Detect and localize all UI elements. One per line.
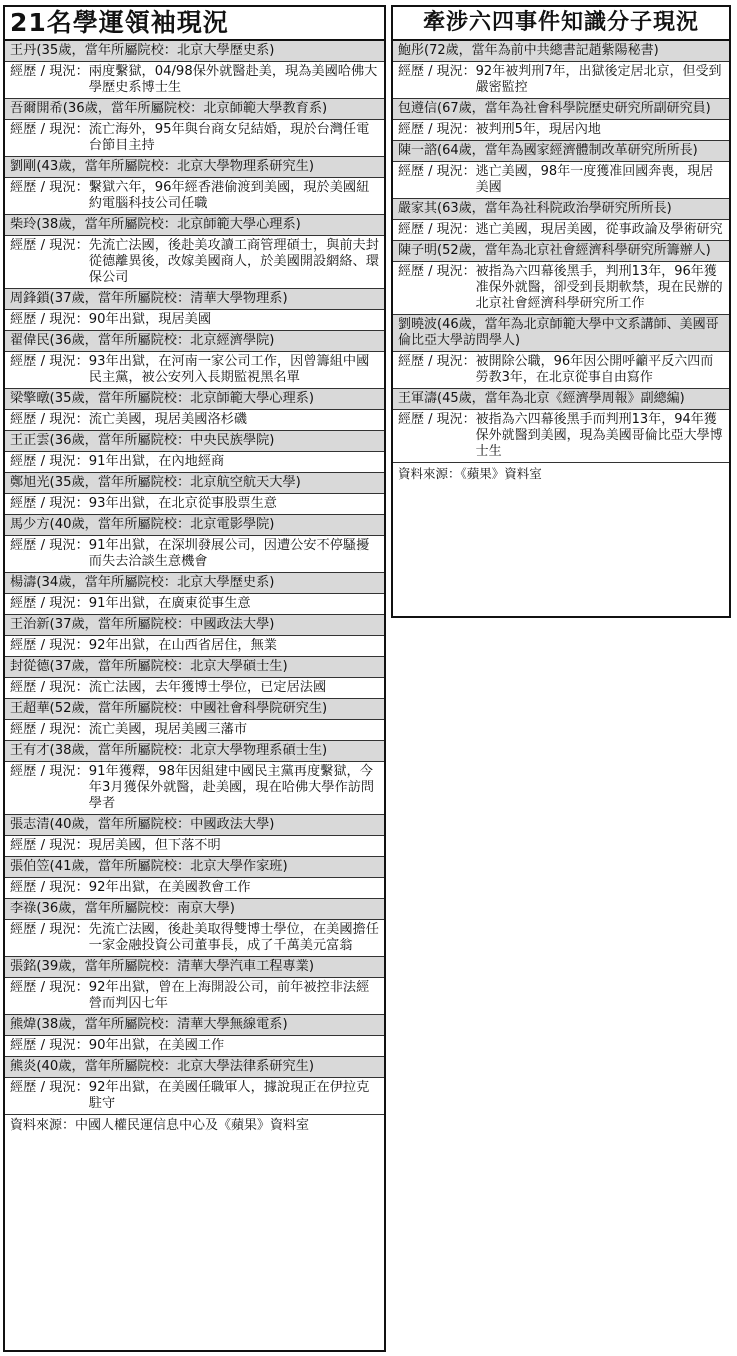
status-text: 被指為六四幕後黑手而判刑13年，94年獲保外就醫到美國，現為美國哥倫比亞大學博士生 [475, 412, 723, 459]
status-text: 現居美國，但下落不明 [88, 838, 221, 853]
person-status [5, 452, 384, 473]
person-name-info: 封從德(37歲，當年所屬院校：北京大學碩士生) [10, 659, 288, 674]
intellectuals-source: 資料來源：《蘋果》資料室 [398, 466, 542, 481]
person-status [5, 410, 384, 431]
person-status [5, 310, 384, 331]
person-status [393, 352, 729, 389]
person-name-info: 陳子明(52歲，當年為北京社會經濟科學研究所籌辦人) [398, 243, 711, 258]
person-status [393, 162, 729, 199]
person-header [5, 431, 384, 452]
person-status [5, 1036, 384, 1057]
person-header [393, 99, 729, 120]
person-status [393, 220, 729, 241]
status-text: 先流亡法國，後赴美攻讀工商管理碩士，與前夫封從德離異後，改嫁美國商人，於美國開設網絡、環保公司 [88, 238, 379, 285]
status-text: 93年出獄，在北京從事股票生意 [88, 496, 277, 511]
person-header [5, 41, 384, 62]
person-header [5, 331, 384, 352]
person-name-info: 包遵信(67歲，當年為社會科學院歷史研究所副研究員) [398, 101, 711, 116]
person-header [5, 899, 384, 920]
status-text: 91年獲釋，98年因組建中國民主黨再度繫獄，今年3月獲保外就醫，赴美國，現在哈佛大學作訪問學者 [88, 764, 375, 811]
status-label: 經歷 / 現況： [398, 354, 476, 369]
person-name-info: 王軍濤(45歲，當年為北京《經濟學周報》副總編) [398, 391, 685, 406]
status-label: 經歷 / 現況： [10, 312, 89, 327]
person-header [5, 289, 384, 310]
person-header [393, 141, 729, 162]
status-label: 經歷 / 現況： [10, 412, 89, 427]
person-status [5, 536, 384, 573]
status-label: 經歷 / 現況： [10, 496, 89, 511]
person-header [5, 215, 384, 236]
person-status [5, 636, 384, 657]
status-text: 92年出獄，在美國教會工作 [88, 880, 251, 895]
person-status [5, 494, 384, 515]
person-header [393, 389, 729, 410]
status-label: 經歷 / 現況： [10, 638, 89, 653]
person-header [393, 241, 729, 262]
status-text: 逃亡美國，98年一度獲准回國奔喪，現居美國 [475, 164, 714, 195]
status-label: 經歷 / 現況： [10, 64, 89, 79]
student-leaders-panel [3, 5, 386, 1352]
status-text: 先流亡法國，後赴美取得雙博士學位，在美國擔任一家金融投資公司董事長，成了千萬美元富翁 [88, 922, 379, 953]
person-status [393, 262, 729, 315]
status-text: 繫獄六年，96年經香港偷渡到美國，現於美國紐約電腦科技公司任職 [88, 180, 370, 211]
status-text: 流亡海外，95年與台商女兒結婚，現於台灣任電台節目主持 [88, 122, 370, 153]
status-text: 92年被判刑7年，出獄後定居北京，但受到嚴密監控 [475, 64, 722, 95]
person-name-info: 張銘(39歲，當年所屬院校：清華大學汽車工程專業) [10, 959, 315, 974]
student-leaders-list [5, 41, 384, 1115]
student-leaders-title: 21名學運領袖現況 [5, 7, 384, 41]
person-name-info: 周鋒鎖(37歲，當年所屬院校：清華大學物理系) [10, 291, 288, 306]
person-status [5, 594, 384, 615]
person-name-info: 王正雲(36歲，當年所屬院校：中央民族學院) [10, 433, 275, 448]
status-label: 經歷 / 現況： [10, 922, 89, 937]
person-header [5, 1057, 384, 1078]
intellectuals-title: 牽涉六四事件知識分子現況 [393, 7, 729, 41]
person-header [5, 515, 384, 536]
person-name-info: 鮑彤(72歲，當年為前中共總書記趙紫陽秘書) [398, 43, 659, 58]
person-status [393, 120, 729, 141]
status-label: 經歷 / 現況： [10, 596, 89, 611]
status-label: 經歷 / 現況： [398, 122, 476, 137]
status-text: 逃亡美國，現居美國，從事政論及學術研究 [475, 222, 723, 237]
person-header [5, 699, 384, 720]
status-text: 92年出獄，在山西省居住，無業 [88, 638, 277, 653]
person-name-info: 嚴家其(63歲，當年為社科院政治學研究所所長) [398, 201, 672, 216]
status-text: 兩度繫獄，04/98保外就醫赴美，現為美國哈佛大學歷史系博士生 [88, 64, 378, 95]
person-header [393, 41, 729, 62]
person-header [5, 573, 384, 594]
person-name-info: 劉剛(43歲，當年所屬院校：北京大學物理系研究生) [10, 159, 315, 174]
person-header [393, 199, 729, 220]
status-label: 經歷 / 現況： [10, 354, 89, 369]
person-name-info: 梁擎暾(35歲，當年所屬院校：北京師範大學心理系) [10, 391, 315, 406]
person-name-info: 王有才(38歲，當年所屬院校：北京大學物理系碩士生) [10, 743, 328, 758]
status-label: 經歷 / 現況： [398, 412, 476, 427]
person-status [5, 878, 384, 899]
status-label: 經歷 / 現況： [10, 764, 89, 779]
status-text: 被指為六四幕後黑手，判刑13年，96年獲准保外就醫，卻受到長期軟禁，現在民辦的北京社會經濟科學研究所工作 [475, 264, 723, 311]
person-name-info: 熊煒(38歲，當年所屬院校：清華大學無線電系) [10, 1017, 288, 1032]
person-name-info: 王丹(35歲，當年所屬院校：北京大學歷史系) [10, 43, 275, 58]
person-status [5, 352, 384, 389]
person-name-info: 柴玲(38歲，當年所屬院校：北京師範大學心理系) [10, 217, 301, 232]
person-name-info: 熊炎(40歲，當年所屬院校：北京大學法律系研究生) [10, 1059, 315, 1074]
person-status [5, 236, 384, 289]
person-name-info: 張志清(40歲，當年所屬院校：中國政法大學) [10, 817, 275, 832]
status-text: 流亡美國，現居美國三藩市 [88, 722, 248, 737]
status-text: 93年出獄，在河南一家公司工作，因曾籌組中國民主黨，被公安列入長期監視黑名單 [88, 354, 370, 385]
person-status [5, 762, 384, 815]
person-name-info: 張伯笠(41歲，當年所屬院校：北京大學作家班) [10, 859, 288, 874]
person-header [5, 389, 384, 410]
status-text: 91年出獄，在內地經商 [88, 454, 225, 469]
status-label: 經歷 / 現況： [10, 838, 89, 853]
person-status [5, 978, 384, 1015]
intellectuals-list [393, 41, 729, 463]
person-name-info: 鄭旭光(35歲，當年所屬院校：北京航空航天大學) [10, 475, 301, 490]
intellectuals-panel [391, 5, 731, 618]
status-label: 經歷 / 現況： [10, 680, 89, 695]
status-label: 經歷 / 現況： [10, 880, 89, 895]
person-name-info: 劉曉波(46歲，當年為北京師範大學中文系講師、美國哥倫比亞大學訪問學人) [398, 317, 719, 348]
status-text: 92年出獄，曾在上海開設公司，前年被控非法經營而判囚七年 [88, 980, 370, 1011]
status-label: 經歷 / 現況： [10, 722, 89, 737]
student-leaders-source: 資料來源：中國人權民運信息中心及《蘋果》資料室 [10, 1118, 310, 1133]
status-label: 經歷 / 現況： [398, 264, 476, 279]
status-label: 經歷 / 現況： [10, 238, 89, 253]
status-label: 經歷 / 現況： [10, 122, 89, 137]
status-text: 流亡美國，現居美國洛杉磯 [88, 412, 248, 427]
person-header [5, 615, 384, 636]
status-label: 經歷 / 現況： [10, 980, 89, 995]
status-text: 91年出獄，在廣東從事生意 [88, 596, 251, 611]
status-text: 被開除公職，96年因公開呼籲平反六四而勞教3年，在北京從事自由寫作 [475, 354, 714, 385]
person-name-info: 李祿(36歲，當年所屬院校：南京大學) [10, 901, 235, 916]
person-header [5, 657, 384, 678]
person-name-info: 吾爾開希(36歲，當年所屬院校：北京師範大學教育系) [10, 101, 328, 116]
person-name-info: 王超華(52歲，當年所屬院校：中國社會科學院研究生) [10, 701, 328, 716]
status-label: 經歷 / 現況： [398, 222, 476, 237]
person-header [5, 957, 384, 978]
person-name-info: 王治新(37歲，當年所屬院校：中國政法大學) [10, 617, 275, 632]
person-header [5, 1015, 384, 1036]
status-text: 流亡法國，去年獲博士學位，已定居法國 [88, 680, 327, 695]
status-text: 92年出獄，在美國任職軍人，據說現正在伊拉克駐守 [88, 1080, 370, 1111]
person-status [393, 410, 729, 463]
status-label: 經歷 / 現況： [10, 180, 89, 195]
status-text: 90年出獄，現居美國 [88, 312, 212, 327]
person-header [5, 815, 384, 836]
person-header [5, 857, 384, 878]
person-name-info: 楊濤(34歲，當年所屬院校：北京大學歷史系) [10, 575, 275, 590]
person-status [5, 920, 384, 957]
person-name-info: 翟偉民(36歲，當年所屬院校：北京經濟學院) [10, 333, 275, 348]
person-status [5, 178, 384, 215]
person-status [5, 120, 384, 157]
person-status [393, 62, 729, 99]
status-text: 被判刑5年，現居內地 [475, 122, 601, 137]
status-text: 90年出獄，在美國工作 [88, 1038, 225, 1053]
person-header [5, 741, 384, 762]
status-label: 經歷 / 現況： [10, 1038, 89, 1053]
person-status [5, 720, 384, 741]
person-name-info: 陳一諮(64歲，當年為國家經濟體制改革研究所所長) [398, 143, 698, 158]
person-header [5, 473, 384, 494]
person-status [5, 1078, 384, 1115]
status-label: 經歷 / 現況： [10, 1080, 89, 1095]
person-header [5, 99, 384, 120]
person-status [5, 62, 384, 99]
person-header [393, 315, 729, 352]
person-header [5, 157, 384, 178]
person-status [5, 836, 384, 857]
status-label: 經歷 / 現況： [398, 164, 476, 179]
status-text: 91年出獄，在深圳發展公司，因遭公安不停騷擾而失去洽談生意機會 [88, 538, 370, 569]
person-name-info: 馬少方(40歲，當年所屬院校：北京電影學院) [10, 517, 275, 532]
status-label: 經歷 / 現況： [10, 454, 89, 469]
person-status [5, 678, 384, 699]
status-label: 經歷 / 現況： [398, 64, 476, 79]
status-label: 經歷 / 現況： [10, 538, 89, 553]
